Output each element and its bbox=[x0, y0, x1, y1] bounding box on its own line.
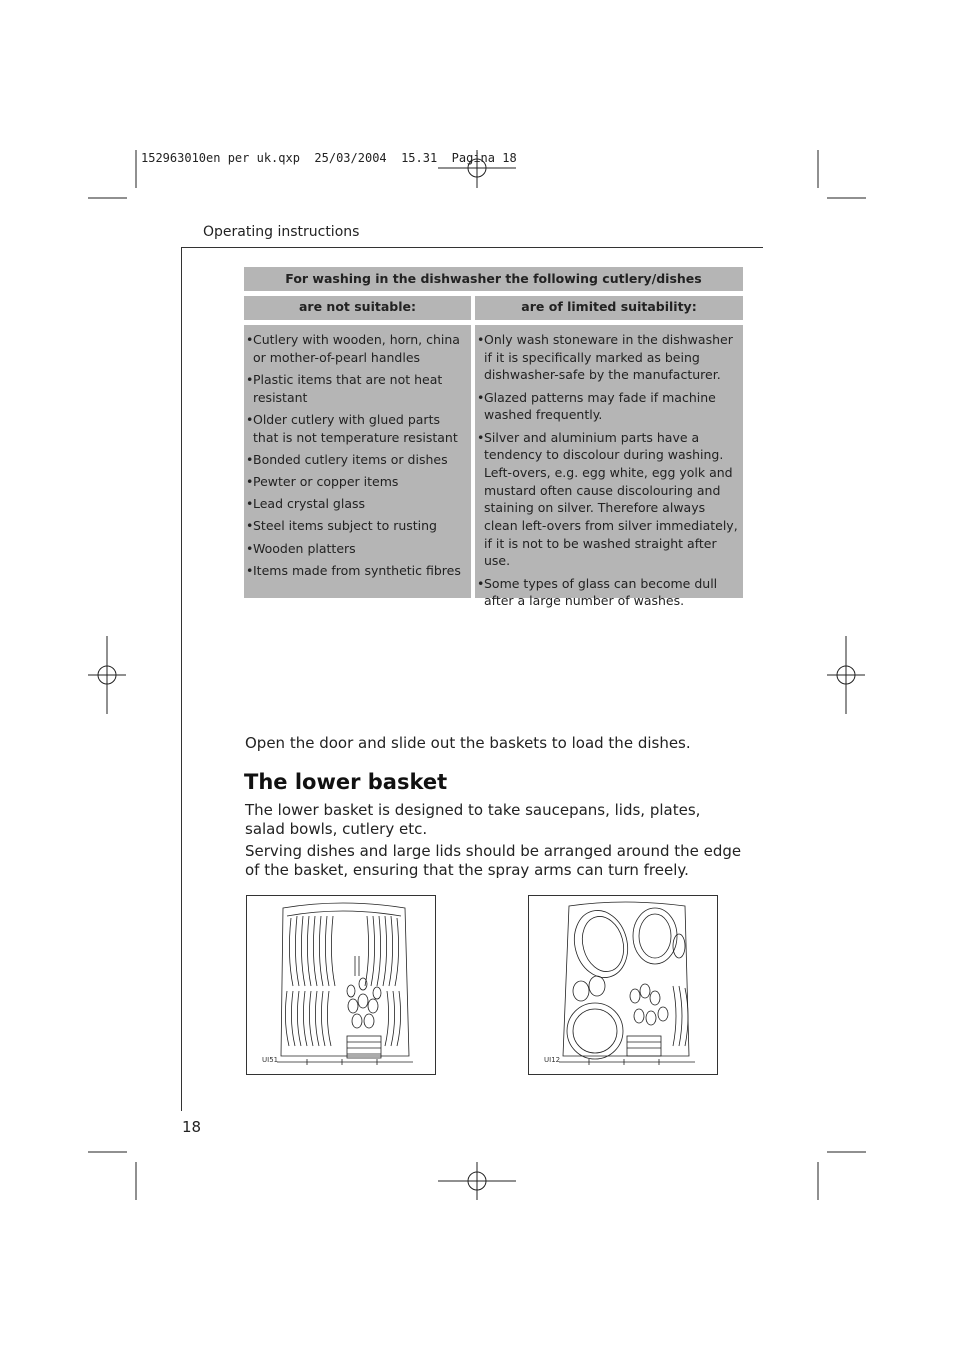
paragraph: Serving dishes and large lids should be arranged around the edge of the basket, ensuring that the spray arms can turn freely. bbox=[245, 842, 742, 879]
list-item: • Lead crystal glass bbox=[246, 495, 467, 513]
list-item: • Steel items subject to rusting bbox=[246, 517, 467, 535]
list-item: • Cutlery with wooden, horn, china or mother-of-pearl handles bbox=[246, 331, 467, 366]
figure-code: UI12 bbox=[544, 1056, 561, 1064]
list-item: • Older cutlery with glued parts that is not temperature resistant bbox=[246, 411, 467, 446]
paragraph: The lower basket is designed to take saucepans, lids, plates, salad bowls, cutlery etc. bbox=[245, 801, 701, 838]
list-item: • Bonded cutlery items or dishes bbox=[246, 451, 467, 469]
running-header: Operating instructions bbox=[203, 224, 360, 240]
limited-suitability-list bbox=[475, 325, 743, 609]
lower-basket-plates-illustration bbox=[246, 895, 436, 1075]
list-item: • Items made from synthetic fibres bbox=[246, 562, 467, 580]
lower-basket-pans-illustration bbox=[528, 895, 718, 1075]
not-suitable-heading: are not suitable: bbox=[244, 296, 471, 320]
figure-code: UI51 bbox=[262, 1056, 279, 1064]
not-suitable-list bbox=[244, 325, 471, 598]
list-item: • Pewter or copper items bbox=[246, 473, 467, 491]
list-item: • Plastic items that are not heat resistant bbox=[246, 371, 467, 406]
limited-suitability-heading: are of limited suitability: bbox=[475, 296, 743, 320]
margin-divider bbox=[181, 247, 182, 1111]
section-title: The lower basket bbox=[244, 770, 448, 794]
list-item: • Some types of glass can become dull after a large number of washes. bbox=[477, 575, 739, 610]
list-item: • Glazed patterns may fade if machine washed frequently. bbox=[477, 389, 739, 424]
intro-text: Open the door and slide out the baskets to load the dishes. bbox=[245, 734, 691, 752]
list-item: • Silver and aluminium parts have a tendency to discolour during washing. Left-overs, e.g. egg white, egg yolk and mustard often cause discolouring and staining on silver. Therefore always clean left-overs from silver immediately, if it is not to be washed straight after use. bbox=[477, 429, 739, 571]
table-title: For washing in the dishwasher the following cutlery/dishes bbox=[244, 267, 743, 291]
page-number: 18 bbox=[182, 1118, 202, 1136]
list-item: • Wooden platters bbox=[246, 540, 467, 558]
list-item: • Only wash stoneware in the dishwasher if it is specifically marked as being dishwasher-safe by the manufacturer. bbox=[477, 331, 739, 384]
print-slug: 152963010en per uk.qxp 25/03/2004 15.31 Pagina 18 bbox=[141, 151, 517, 165]
header-divider bbox=[182, 247, 763, 248]
